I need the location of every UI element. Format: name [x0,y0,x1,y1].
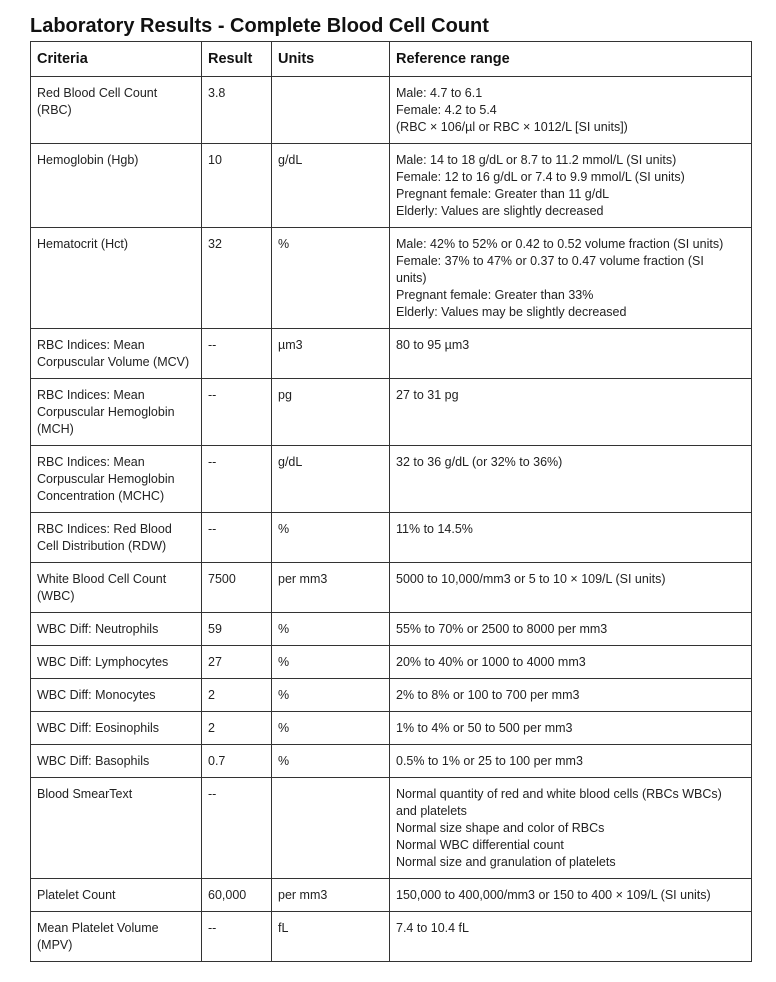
criteria-cell-line: WBC Diff: Neutrophils [37,622,159,636]
reference-range-cell [390,613,752,646]
reference-range-cell-line: 7.4 to 10.4 fL [396,921,469,935]
table-row [31,329,752,379]
reference-range-cell-line: 1% to 4% or 50 to 500 per mm3 [396,721,573,735]
table-row [31,77,752,144]
table-row [31,563,752,613]
column-header-criteria: Criteria [31,42,202,77]
criteria-cell-line: RBC Indices: Mean [37,388,145,402]
result-cell: -- [202,513,272,563]
units-cell: fL [272,912,390,962]
reference-range-cell [390,228,752,329]
reference-range-cell [390,879,752,912]
reference-range-cell-line: 20% to 40% or 1000 to 4000 mm3 [396,655,586,669]
units-cell: % [272,613,390,646]
criteria-cell-line: (MCH) [37,422,74,436]
reference-range-cell [390,563,752,613]
table-row [31,712,752,745]
result-cell: -- [202,778,272,879]
result-cell: 0.7 [202,745,272,778]
table-row [31,778,752,879]
reference-range-cell-line: 150,000 to 400,000/mm3 or 150 to 400 × 109/L (SI units) [396,888,711,902]
table-row [31,513,752,563]
reference-range-cell-line: (RBC × 106/µl or RBC × 1012/L [SI units]) [396,120,628,134]
reference-range-cell-line: 32 to 36 g/dL (or 32% to 36%) [396,455,563,469]
criteria-cell-line: Corpuscular Hemoglobin [37,405,175,419]
reference-range-cell [390,745,752,778]
criteria-cell-line: Hemoglobin (Hgb) [37,153,139,167]
reference-range-cell-line: Female: 4.2 to 5.4 [396,103,497,117]
reference-range-cell-line: Elderly: Values may be slightly decreased [396,305,627,319]
reference-range-cell-line: Male: 4.7 to 6.1 [396,86,483,100]
column-header-units: Units [272,42,390,77]
reference-range-cell-line: Normal size and granulation of platelets [396,855,616,869]
result-cell: 10 [202,144,272,228]
reference-range-cell-line: Elderly: Values are slightly decreased [396,204,604,218]
criteria-cell-line: Corpuscular Hemoglobin [37,472,175,486]
reference-range-cell [390,329,752,379]
reference-range-cell-line: 27 to 31 pg [396,388,459,402]
criteria-cell-line: Cell Distribution (RDW) [37,539,167,553]
reference-range-cell-line: 2% to 8% or 100 to 700 per mm3 [396,688,580,702]
criteria-cell-line: Mean Platelet Volume [37,921,159,935]
column-header-result: Result [202,42,272,77]
criteria-cell-line: Concentration (MCHC) [37,489,165,503]
reference-range-cell [390,379,752,446]
criteria-cell [31,613,202,646]
table-row [31,379,752,446]
criteria-cell [31,778,202,879]
reference-range-cell [390,446,752,513]
criteria-cell [31,513,202,563]
criteria-cell-line: RBC Indices: Mean [37,338,145,352]
table-row [31,446,752,513]
table-row [31,228,752,329]
results-body [31,77,752,962]
criteria-cell-line: WBC Diff: Eosinophils [37,721,160,735]
criteria-cell [31,712,202,745]
reference-range-cell-line: 80 to 95 µm3 [396,338,470,352]
table-row [31,912,752,962]
result-cell: 32 [202,228,272,329]
reference-range-cell-line: Female: 37% to 47% or 0.37 to 0.47 volume fraction (SI [396,254,704,268]
units-cell: per mm3 [272,563,390,613]
result-cell: -- [202,912,272,962]
units-cell: % [272,679,390,712]
result-cell: 2 [202,712,272,745]
reference-range-cell-line: Normal WBC differential count [396,838,564,852]
criteria-cell [31,563,202,613]
reference-range-cell [390,679,752,712]
result-cell: -- [202,446,272,513]
page-title: Laboratory Results - Complete Blood Cell Count [30,15,489,37]
units-cell: g/dL [272,144,390,228]
criteria-cell [31,679,202,712]
reference-range-cell-line: Male: 42% to 52% or 0.42 to 0.52 volume fraction (SI units) [396,237,724,251]
criteria-cell-line: Red Blood Cell Count [37,86,158,100]
reference-range-cell-line: units) [396,271,427,285]
reference-range-cell [390,513,752,563]
reference-range-cell-line: Normal size shape and color of RBCs [396,821,605,835]
criteria-cell [31,228,202,329]
reference-range-cell-line: 5000 to 10,000/mm3 or 5 to 10 × 109/L (SI units) [396,572,666,586]
criteria-cell-line: Hematocrit (Hct) [37,237,128,251]
reference-range-cell-line: Normal quantity of red and white blood cells (RBCs WBCs) [396,787,722,801]
criteria-cell-line: White Blood Cell Count [37,572,167,586]
reference-range-cell-line: 55% to 70% or 2500 to 8000 per mm3 [396,622,608,636]
criteria-cell [31,329,202,379]
criteria-cell [31,879,202,912]
criteria-cell-line: RBC Indices: Mean [37,455,145,469]
criteria-cell-line: WBC Diff: Basophils [37,754,150,768]
reference-range-cell [390,646,752,679]
reference-range-cell-line: and platelets [396,804,467,818]
criteria-cell [31,144,202,228]
table-row [31,879,752,912]
criteria-cell [31,912,202,962]
table-row [31,613,752,646]
result-cell: -- [202,329,272,379]
units-cell: µm3 [272,329,390,379]
units-cell: % [272,712,390,745]
reference-range-cell [390,77,752,144]
units-cell: % [272,646,390,679]
result-cell: 3.8 [202,77,272,144]
criteria-cell-line: Platelet Count [37,888,116,902]
table-row [31,144,752,228]
criteria-cell [31,745,202,778]
reference-range-cell [390,912,752,962]
result-cell: 59 [202,613,272,646]
criteria-cell-line: (RBC) [37,103,72,117]
table-row [31,745,752,778]
table-row [31,679,752,712]
units-cell: pg [272,379,390,446]
result-cell: 7500 [202,563,272,613]
criteria-cell-line: (MPV) [37,938,73,952]
table-row [31,646,752,679]
criteria-cell [31,646,202,679]
units-cell [272,778,390,879]
reference-range-cell [390,144,752,228]
criteria-cell [31,379,202,446]
reference-range-cell-line: Female: 12 to 16 g/dL or 7.4 to 9.9 mmol/L (SI units) [396,170,685,184]
criteria-cell-line: WBC Diff: Lymphocytes [37,655,169,669]
reference-range-cell [390,778,752,879]
results-table [30,41,752,962]
criteria-cell-line: WBC Diff: Monocytes [37,688,156,702]
result-cell: 27 [202,646,272,679]
reference-range-cell-line: Male: 14 to 18 g/dL or 8.7 to 11.2 mmol/L (SI units) [396,153,677,167]
criteria-cell-line: Corpuscular Volume (MCV) [37,355,190,369]
column-header-reference-range: Reference range [390,42,752,77]
units-cell [272,77,390,144]
units-cell: g/dL [272,446,390,513]
units-cell: per mm3 [272,879,390,912]
reference-range-cell [390,712,752,745]
result-cell: -- [202,379,272,446]
reference-range-cell-line: Pregnant female: Greater than 33% [396,288,594,302]
result-cell: 2 [202,679,272,712]
criteria-cell [31,446,202,513]
units-cell: % [272,513,390,563]
criteria-cell-line: Blood SmearText [37,787,133,801]
criteria-cell-line: (WBC) [37,589,75,603]
reference-range-cell-line: 0.5% to 1% or 25 to 100 per mm3 [396,754,583,768]
reference-range-cell-line: 11% to 14.5% [396,522,473,536]
criteria-cell [31,77,202,144]
units-cell: % [272,228,390,329]
reference-range-cell-line: Pregnant female: Greater than 11 g/dL [396,187,610,201]
criteria-cell-line: RBC Indices: Red Blood [37,522,172,536]
header-row [31,42,752,77]
result-cell: 60,000 [202,879,272,912]
units-cell: % [272,745,390,778]
